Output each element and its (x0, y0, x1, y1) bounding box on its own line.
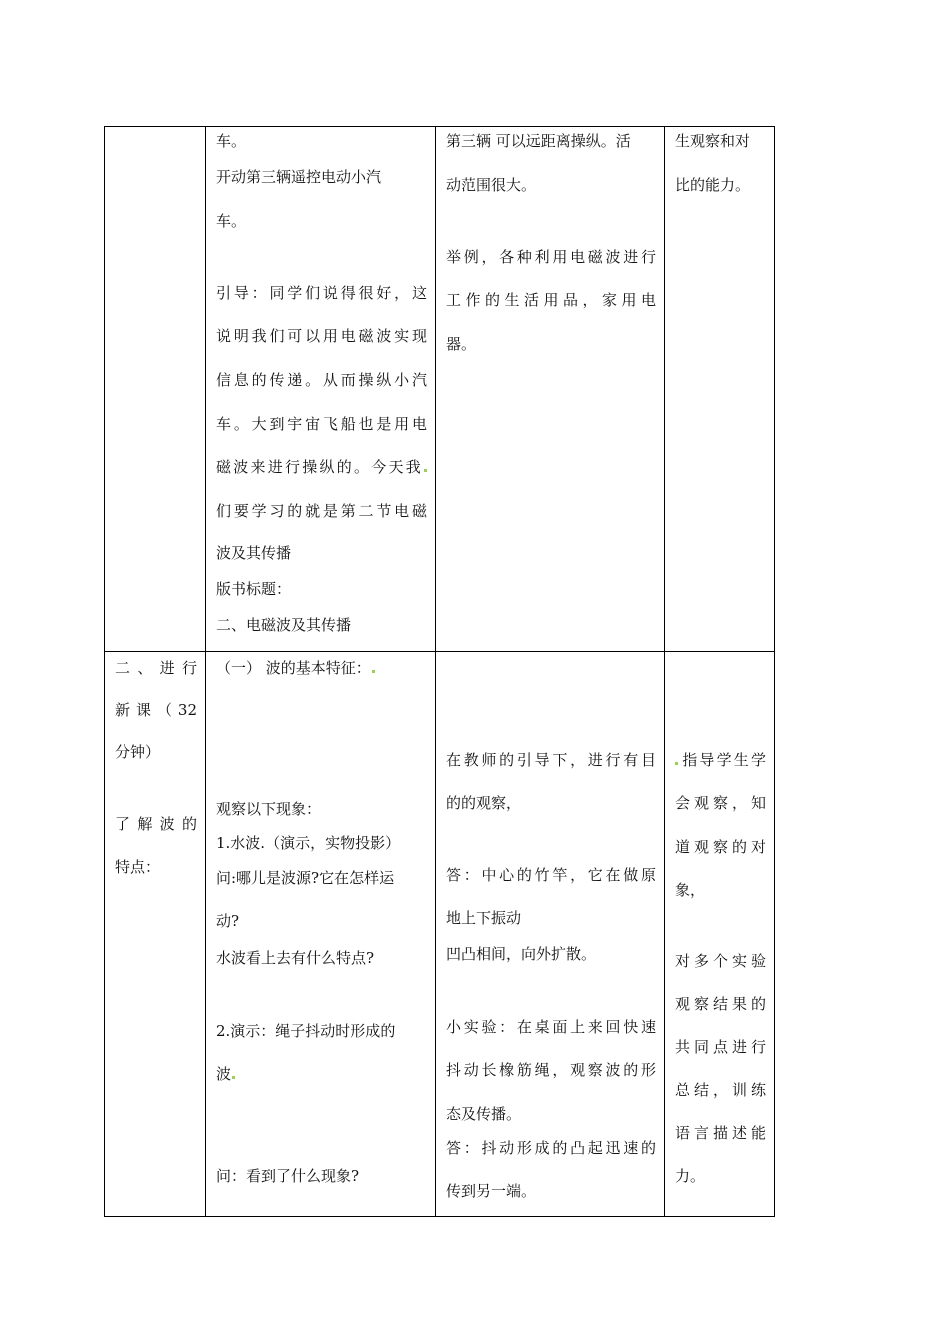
text-line: 对多个实验 (675, 952, 766, 970)
annotation-marker (372, 670, 375, 673)
annotation-marker (232, 1076, 235, 1079)
text-line: 力。 (675, 1167, 706, 1185)
teacher-activity-cell (206, 652, 436, 1217)
stage-cell (105, 652, 206, 1217)
text-line: 地上下振动 (446, 909, 522, 927)
text-line: 2.演示：绳子抖动时形成的 (216, 1022, 396, 1040)
text-line: 1.水波.（演示，实物投影） (216, 834, 401, 852)
text-line: 指导学生学 (675, 750, 766, 770)
text-line: 会观察，知 (675, 794, 766, 812)
text-line: 开动第三辆遥控电动小汽 (216, 168, 382, 186)
student-activity-cell (436, 652, 665, 1217)
text-line: 版书标题： (216, 580, 292, 598)
text-line: 生观察和对 (675, 132, 751, 150)
text-line: 在教师的引导下，进行有目 (446, 751, 656, 769)
text-line: 问:哪儿是波源?它在怎样运 (216, 869, 395, 887)
text-line: 二、电磁波及其传播 (216, 616, 352, 634)
text-line: 问：看到了什么现象? (216, 1167, 360, 1185)
text-line: 比的能力。 (675, 176, 751, 194)
text-line: 答：中心的竹竿，它在做原 (446, 866, 656, 884)
text-line: 二、进行 (115, 659, 197, 677)
text-line: 水波看上去有什么特点? (216, 949, 375, 967)
text-line: 第三辆 可以远距离操纵。活 (446, 132, 631, 150)
text-line: 抖动长橡筋绳，观察波的形 (446, 1061, 656, 1079)
text-line: 分钟） (115, 743, 161, 761)
text-line: 车。 (216, 212, 247, 230)
text-line: 车。大到宇宙飞船也是用电 (216, 415, 427, 433)
lesson-plan-table (104, 126, 775, 1217)
text-line: 总结，训练 (675, 1081, 766, 1099)
text-line: 动范围很大。 (446, 176, 537, 194)
text-line: 引导：同学们说得很好，这 (216, 284, 427, 302)
table-row (105, 652, 775, 1217)
text-line: 器。 (446, 335, 477, 353)
text-line: 的的观察， (446, 794, 522, 812)
text-line: 观察以下现象： (216, 800, 322, 818)
student-activity-cell (436, 127, 665, 652)
text-line: 凹凸相间，向外扩散。 (446, 945, 597, 963)
design-intent-cell (665, 127, 775, 652)
annotation-marker (675, 762, 678, 765)
text-line: 说明我们可以用电磁波实现 (216, 327, 427, 345)
text-line: 动? (216, 912, 240, 930)
text-line: 传到另一端。 (446, 1182, 537, 1200)
text-line: 语言描述能 (675, 1124, 766, 1142)
text-line: （一） 波的基本特征： (216, 658, 427, 678)
text-line: 信息的传递。从而操纵小汽 (216, 371, 427, 389)
table-row (105, 127, 775, 652)
text-line: 了解波的 (115, 815, 197, 833)
text-line: 波及其传播 (216, 544, 292, 562)
text-line: 观察结果的 (675, 995, 766, 1013)
text-line: 们要学习的就是第二节电磁 (216, 502, 427, 520)
text-line: 小实验：在桌面上来回快速 (446, 1018, 656, 1036)
text-line: 答：抖动形成的凸起迅速的 (446, 1139, 656, 1157)
text-line: 波 (216, 1064, 427, 1084)
text-line: 道观察的对 (675, 838, 766, 856)
text-line: 车。 (216, 132, 247, 150)
annotation-marker (424, 469, 427, 472)
text-line: 工作的生活用品，家用电 (446, 291, 656, 309)
text-line: 态及传播。 (446, 1105, 522, 1123)
teacher-activity-cell (206, 127, 436, 652)
text-line: 特点： (115, 858, 161, 876)
text-line: 举例，各种利用电磁波进行 (446, 248, 656, 266)
stage-cell (105, 127, 206, 652)
text-line: 磁波来进行操纵的。今天我 (216, 457, 427, 477)
text-line: 新课（32 (115, 701, 197, 719)
text-line: 共同点进行 (675, 1038, 766, 1056)
text-line: 象， (675, 881, 706, 899)
design-intent-cell (665, 652, 775, 1217)
